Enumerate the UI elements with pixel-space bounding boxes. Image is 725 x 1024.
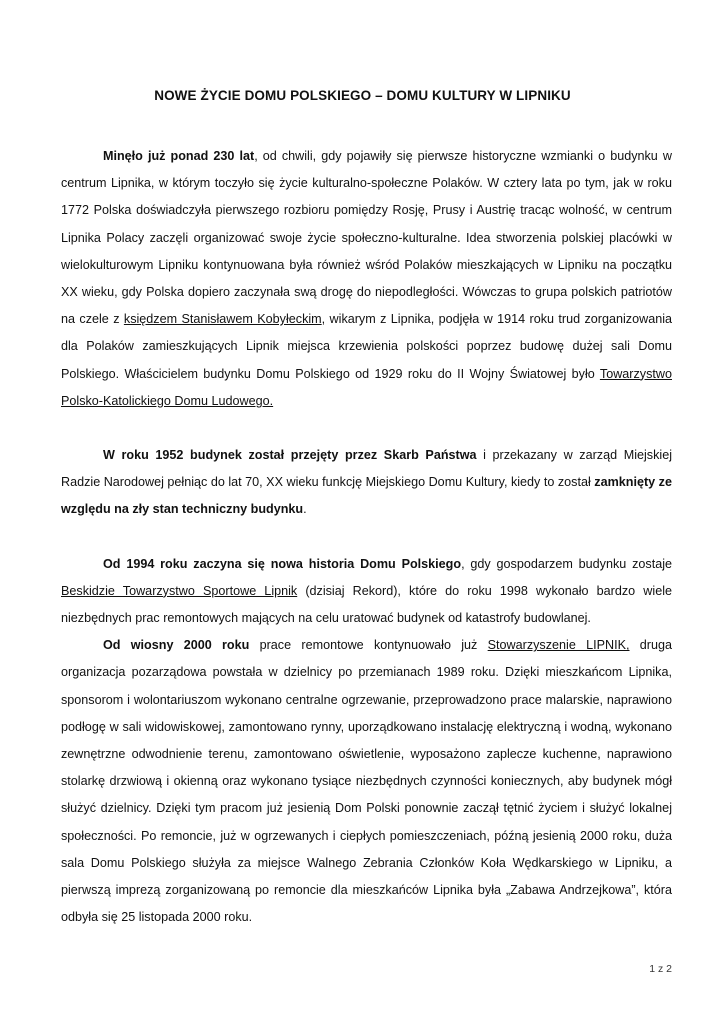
paragraph-4: Od wiosny 2000 roku prace remontowe kontynuowało już Stowarzyszenie LIPNIK, druga organizacja pozarządowa powstała w dzielnicy po przemianach 1989 roku. Dzięki mieszkańcom Lipnika, sponsorom i wolontariuszom wykonano centralne ogrzewanie, przeprowadzono prace malarskie, naprawiono podłogę w sali widowiskowej, zamontowano rynny, uporządkowano instalację elektryczną i wodną, wykonano zewnętrzne odwodnienie terenu, zamontowano oświetlenie, wyposażono zaplecze kuchenne, naprawiono stolarkę drzwiową i okienną oraz wykonano tysiące niezbędnych czynności koniecznych, aby budynek mógł służyć dzielnicy. Dzięki tym pracom już jesienią Dom Polski ponownie zaczął tętnić życiem i służyć lokalnej społeczności. Po remoncie, już w ogrzewanych i ciepłych pomieszczeniach, późną jesienią 2000 roku, duża sala Domu Polskiego służyła za miejsce Walnego Zebrania Członków Koła Wędkarskiego w Lipniku, a pierwszą imprezą zorganizowaną po remoncie dla mieszkańców Lipnika była „Zabawa Andrzejkowa”, która odbyła się 25 listopada 2000 roku. [61, 638, 673, 925]
document-body [61, 143, 672, 931]
paragraph-gap [61, 524, 672, 551]
link-stowarzyszenie-lipnik[interactable]: Stowarzyszenie LIPNIK, [487, 638, 630, 653]
document-title: NOWE ŻYCIE DOMU POLSKIEGO – DOMU KULTURY W LIPNIKU [154, 88, 571, 103]
paragraph-2: W roku 1952 budynek został przejęty przez Skarb Państwa i przekazany w zarząd Miejskiej Radzie Narodowej pełniąc do lat 70, XX wieku funkcję Miejskiego Domu Kultury, kiedy to został zamknięty ze względu na zły stan techniczny budynku. [61, 448, 672, 517]
link-ksiadz-kobylecki[interactable]: księdzem Stanisławem Kobyłeckim [123, 312, 322, 327]
paragraph-3: Od 1994 roku zaczyna się nowa historia Domu Polskiego, gdy gospodarzem budynku zostaje Beskidzie Towarzystwo Sportowe Lipnik (dzisiaj Rekord), które do roku 1998 wykonało bardzo wiele niezbędnych prac remontowych mających na celu uratować budynek od katastrofy budowlanej. [61, 556, 672, 626]
link-towarzystwo-polsko-katolickie[interactable]: Towarzystwo Polsko-Katolickiego Domu Ludowego. [61, 366, 672, 408]
bold-text: W roku 1952 budynek został przejęty przez Skarb Państwa [103, 448, 477, 463]
link-beskidzie-ts-lipnik[interactable]: Beskidzie Towarzystwo Sportowe Lipnik [61, 583, 298, 598]
page-number: 1 z 2 [649, 963, 672, 975]
bold-text: zamknięty ze względu na zły stan techniczny budynku [61, 475, 672, 517]
paragraph-gap [61, 415, 672, 442]
paragraph-1: Minęło już ponad 230 lat, od chwili, gdy pojawiły się pierwsze historyczne wzmianki o budynku w centrum Lipnika, w którym toczyło się życie kulturalno-społeczne Polaków. W cztery lata po tym, jak w roku 1772 Polska doświadczyła pierwszego rozbioru pomiędzy Rosję, Prusy i Austrię tracąc wolność, w centrum Lipnika Polacy zaczęli organizować swoje życie społeczno-kulturalne. Idea stworzenia polskiej placówki w wielokulturowym Lipniku kontynuowana była również wśród Polaków mieszkających w Lipniku na początku XX wieku, gdy Polska dopiero zaczynała swą drogę do niepodległości. Wówczas to grupa polskich patriotów na czele z księdzem Stanisławem Kobyłeckim, wikarym z Lipnika, podjęła w 1914 roku trud zorganizowania dla Polaków zamieszkujących Lipnik miejsca krzewienia polskości poprzez budowę dużej sali Domu Polskiego. Właścicielem budynku Domu Polskiego od 1929 roku do II Wojny Światowej było Towarzystwo Polsko-Katolickiego Domu Ludowego. [61, 149, 672, 408]
bold-text: Od 1994 roku zaczyna się nowa historia Domu Polskiego [103, 556, 462, 571]
bold-text: Minęło już ponad 230 lat [103, 149, 255, 163]
bold-text: Od wiosny 2000 roku [103, 638, 250, 653]
